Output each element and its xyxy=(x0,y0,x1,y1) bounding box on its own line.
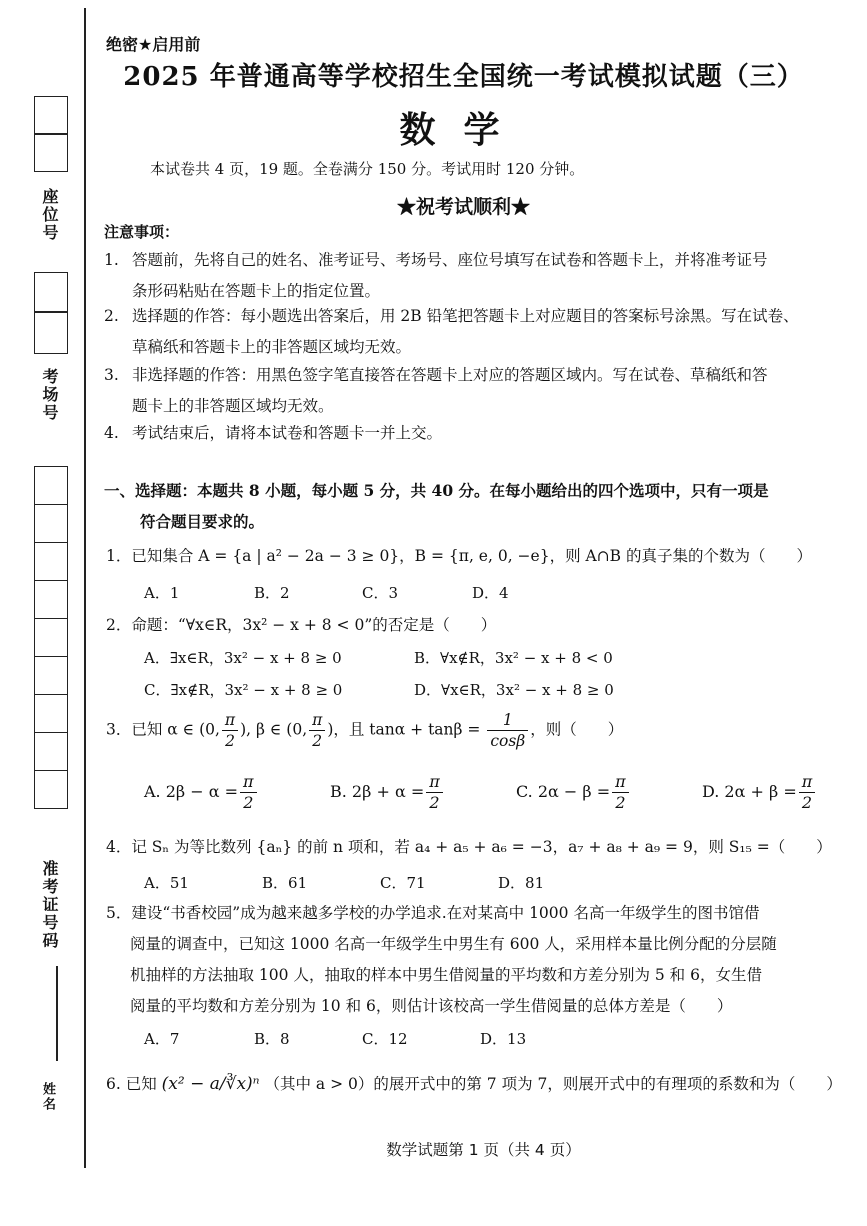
exam-info: 本试卷共 4 页，19 题。全卷满分 150 分。考试用时 120 分钟。 xyxy=(150,160,585,178)
room-number-box[interactable] xyxy=(34,272,68,354)
q4-option-c[interactable]: C．71 xyxy=(380,874,426,892)
question-5: 5．建设“书香校园”成为越来越多学校的办学追求.在对某高中 1000 名高一年级学生的图书馆借 阅量的调查中，已知这 1000 名高一年级学生中男生有 600 人，采用样本量比例分配的分层随 机抽样的方法抽取 100 人，抽取的样本中男生借阅量的平均数和方差分别为 5 和 6，女生借 阅量的平均数和方差分别为 10 和 6，则估计该校高一学生借阅量的总体方差是（ ） xyxy=(106,904,777,1015)
q4-option-a[interactable]: A．51 xyxy=(144,874,189,892)
q5-option-b[interactable]: B．8 xyxy=(254,1030,290,1048)
secret-mark: 绝密★启用前 xyxy=(106,35,201,54)
q3-option-a[interactable]: A. 2β − α = $\frac{\pi}{2}$ xyxy=(144,772,259,813)
ticket-number-boxes[interactable] xyxy=(34,466,68,809)
note-item: 2. 选择题的作答：每小题选出答案后，用 2B 铅笔把答题卡上对应题目的答案标号涂黑。写在试卷、 草稿纸和答题卡上的非答题区域均无效。 xyxy=(104,307,799,356)
subject-title: 数学 xyxy=(399,109,528,151)
question-2: 2．命题：“∀x∈R，3x² − x + 8 < 0”的否定是（ ） xyxy=(106,616,497,634)
q5-option-d[interactable]: D．13 xyxy=(480,1030,527,1048)
section-heading: 一、选择题：本题共 8 小题，每小题 5 分，共 40 分。在每小题给出的四个选项中，只有一项是 符合题目要求的。 xyxy=(104,481,769,531)
question-3: 3．已知 α ∈ (0, $\frac{\pi}{2}$ ), β ∈ (0, $\frac{\pi}{2}$ )，且 tanα + tanβ = $\frac{1}{\cos\beta}$ ，则（ ） xyxy=(106,711,624,750)
q1-option-a[interactable]: A．1 xyxy=(144,584,180,602)
q4-option-b[interactable]: B．61 xyxy=(262,874,308,892)
name-underline[interactable] xyxy=(56,966,58,1061)
q4-option-d[interactable]: D．81 xyxy=(498,874,545,892)
q2-option-a[interactable]: A．∃x∈R，3x² − x + 8 ≥ 0 xyxy=(144,649,342,667)
q2-option-b[interactable]: B．∀x∉R，3x² − x + 8 < 0 xyxy=(414,649,613,667)
room-number-label: 考场号 xyxy=(40,368,59,422)
q5-option-c[interactable]: C．12 xyxy=(362,1030,408,1048)
q1-option-d[interactable]: D．4 xyxy=(472,584,509,602)
notes-title: 注意事项： xyxy=(104,223,180,241)
q2-option-c[interactable]: C．∃x∉R，3x² − x + 8 ≥ 0 xyxy=(144,681,343,699)
q1-option-b[interactable]: B．2 xyxy=(254,584,290,602)
question-1: 1．已知集合 A = {a | a² − 2a − 3 ≥ 0}，B = {π, e, 0, −e}，则 A∩B 的真子集的个数为（ ） xyxy=(106,547,812,565)
q3-option-d[interactable]: D. 2α + β = $\frac{\pi}{2}$ xyxy=(702,772,817,813)
exam-title: 2025 年普通高等学校招生全国统一考试模拟试题（三） xyxy=(123,62,804,92)
q6-expression: (x² − a/∛x)ⁿ xyxy=(161,1074,260,1094)
seat-box-divider xyxy=(34,133,68,135)
q3-option-b[interactable]: B. 2β + α = $\frac{\pi}{2}$ xyxy=(330,772,445,813)
q1-option-c[interactable]: C．3 xyxy=(362,584,399,602)
good-luck-banner: ★祝考试顺利★ xyxy=(396,196,530,218)
question-4: 4．记 Sₙ 为等比数列 {aₙ} 的前 n 项和，若 a₄ + a₅ + a₆ = −3，a₇ + a₈ + a₉ = 9，则 S₁₅ =（ ） xyxy=(106,838,832,856)
binding-line xyxy=(84,8,86,1168)
name-label: 姓名 xyxy=(40,1082,55,1112)
q3-option-c[interactable]: C. 2α − β = $\frac{\pi}{2}$ xyxy=(516,772,631,813)
note-item: 4. 考试结束后，请将本试卷和答题卡一并上交。 xyxy=(104,424,443,442)
seat-number-label: 座位号 xyxy=(40,188,59,242)
note-item: 3. 非选择题的作答：用黑色签字笔直接答在答题卡上对应的答题区域内。写在试卷、草稿纸和答 题卡上的非答题区域均无效。 xyxy=(104,366,768,415)
note-item: 1. 答题前，先将自己的姓名、准考证号、考场号、座位号填写在试卷和答题卡上，并将准考证号 条形码粘贴在答题卡上的指定位置。 xyxy=(104,251,768,300)
page-footer: 数学试题第 1 页（共 4 页） xyxy=(386,1141,581,1159)
q2-option-d[interactable]: D．∀x∈R，3x² − x + 8 ≥ 0 xyxy=(414,681,614,699)
q5-option-a[interactable]: A．7 xyxy=(144,1030,180,1048)
binding-margin xyxy=(0,0,84,1226)
ticket-number-label: 准考证号码 xyxy=(40,860,59,950)
room-box-divider xyxy=(34,311,68,313)
question-6: 6. 已知 (x² − a/∛x)ⁿ （其中 a > 0）的展开式中的第 7 项为 7，则展开式中的有理项的系数和为（ ） xyxy=(106,1074,842,1094)
